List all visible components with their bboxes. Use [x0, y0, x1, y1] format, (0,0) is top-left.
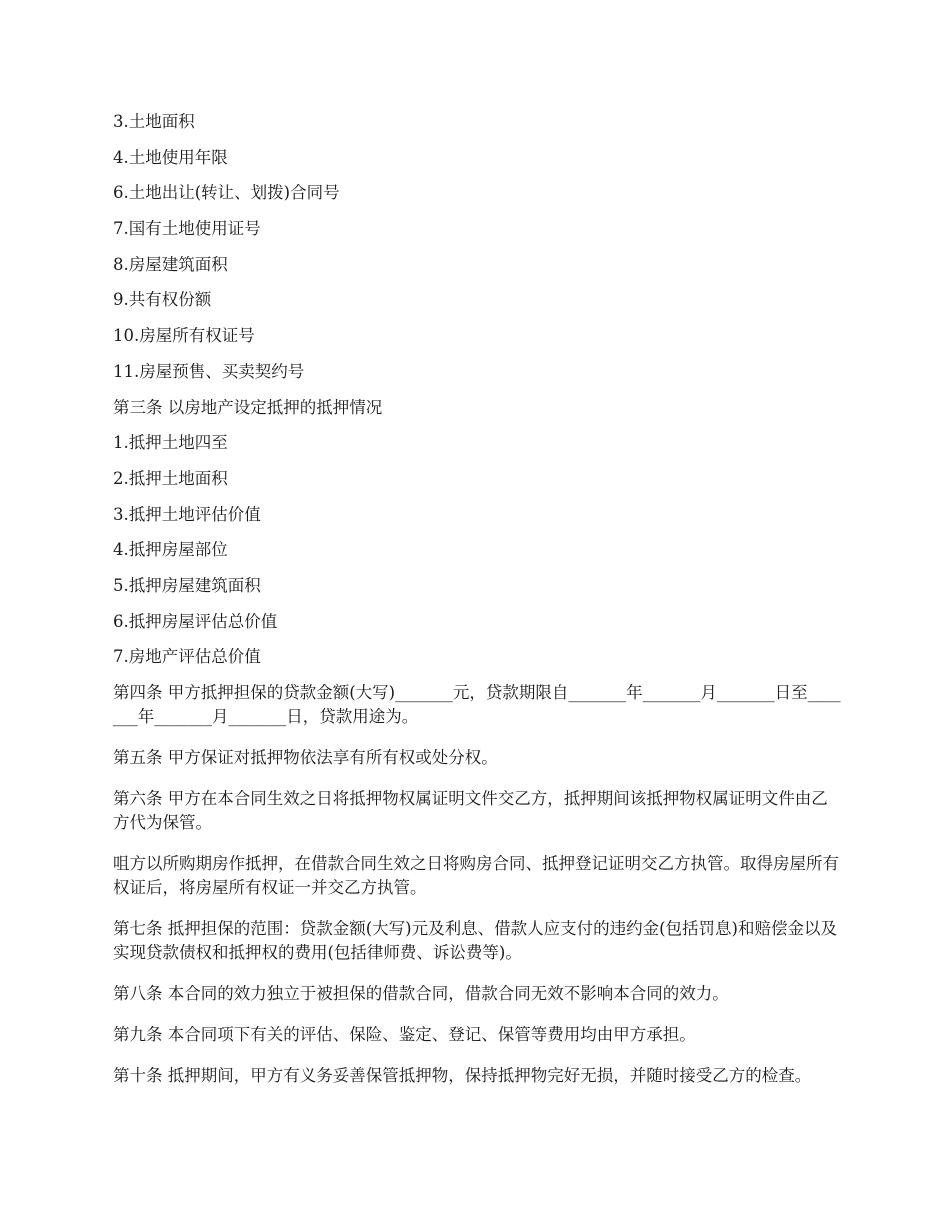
paragraph-co-ownership-share: 9.共有权份额: [113, 290, 212, 310]
paragraph-land-area: 3.土地面积: [113, 112, 195, 131]
paragraph-mortgage-land-value: 3.抵押土地评估价值: [113, 504, 261, 524]
paragraph-mortgage-house-value: 6.抵押房屋评估总价值: [113, 611, 278, 631]
paragraph-state-land-certificate-no: 7.国有土地使用证号: [113, 219, 261, 239]
paragraph-building-area: 8.房屋建筑面积: [113, 254, 228, 274]
paragraph-article-6: 第六条 甲方在本合同生效之日将抵押物权属证明文件交乙方，抵押期间该抵押物权属证明文件由乙方代为保管。: [113, 789, 828, 832]
paragraph-real-estate-value: 7.房地产评估总价值: [113, 647, 261, 667]
paragraph-article-4: 第四条 甲方抵押担保的贷款金额(大写)_______元，贷款期限自_______年_______月_______日至_______年_______月_______日，贷款用途为。: [113, 683, 841, 726]
paragraph-article-9: 第九条 本合同项下有关的评估、保险、鉴定、登记、保管等费用均由甲方承担。: [113, 1025, 696, 1044]
paragraph-mortgage-house-location: 4.抵押房屋部位: [113, 540, 228, 560]
paragraph-presale-contract-no: 11.房屋预售、买卖契约号: [113, 361, 305, 381]
paragraph-article-5: 第五条 甲方保证对抵押物依法享有所有权或处分权。: [113, 748, 498, 767]
paragraph-land-transfer-contract-no: 6.土地出让(转让、划拨)合同号: [113, 183, 340, 203]
paragraph-mortgage-land-boundaries: 1.抵押土地四至: [113, 433, 228, 453]
paragraph-property-certificate-no: 10.房屋所有权证号: [113, 326, 255, 346]
document-body: [113, 110, 843, 1105]
paragraph-mortgage-house-area: 5.抵押房屋建筑面积: [113, 575, 261, 595]
paragraph-article-7: 第七条 抵押担保的范围：贷款金额(大写)元及利息、借款人应支付的违约金(包括罚息)和赔偿金以及实现贷款债权和抵押权的费用(包括律师费、诉讼费等)。: [113, 919, 837, 962]
paragraph-mortgage-land-area: 2.抵押土地面积: [113, 468, 228, 488]
paragraph-article-3: 第三条 以房地产设定抵押的抵押情况: [113, 397, 383, 417]
paragraph-article-6-supplement: 咀方以所购期房作抵押，在借款合同生效之日将购房合同、抵押登记证明交乙方执管。取得房屋所有权证后，将房屋所有权证一并交乙方执管。: [113, 854, 839, 897]
paragraph-land-use-term: 4.土地使用年限: [113, 147, 228, 167]
paragraph-article-8: 第八条 本合同的效力独立于被担保的借款合同，借款合同无效不影响本合同的效力。: [113, 984, 729, 1003]
paragraph-article-10: 第十条 抵押期间，甲方有义务妥善保管抵押物，保持抵押物完好无损，并随时接受乙方的检查。: [113, 1066, 812, 1085]
